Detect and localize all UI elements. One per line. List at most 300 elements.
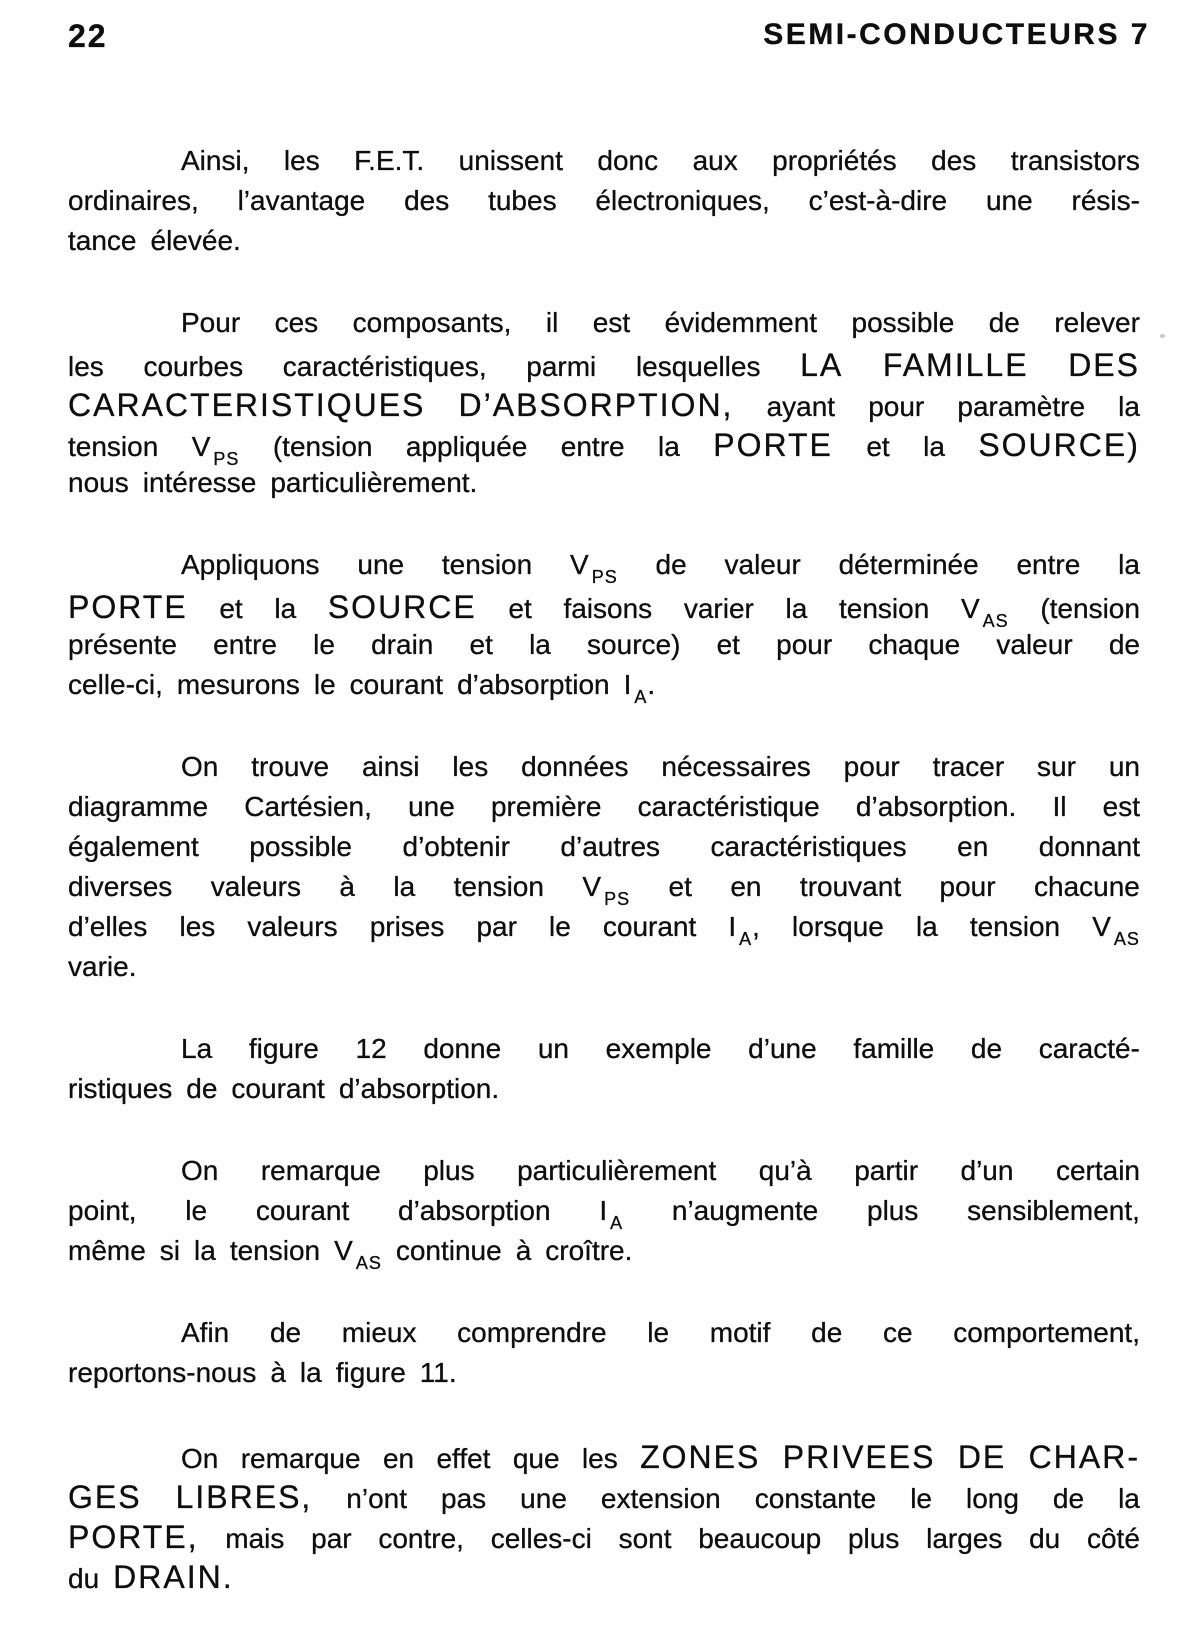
body-text: n’ont xyxy=(346,1483,408,1514)
word xyxy=(181,1317,229,1349)
body-text: courant xyxy=(231,1073,325,1104)
text-line xyxy=(68,1155,1140,1195)
body-text: il xyxy=(545,307,559,338)
body-text: transistors xyxy=(1010,145,1140,176)
word xyxy=(476,911,516,943)
paragraph xyxy=(68,751,1140,991)
body-text: pour xyxy=(843,751,900,782)
word xyxy=(1054,307,1140,339)
text-line xyxy=(68,911,1140,951)
word xyxy=(868,391,924,423)
body-text: les xyxy=(581,1443,618,1474)
body-text: Appliquons xyxy=(181,549,320,580)
word xyxy=(513,1443,560,1475)
body-text: 12 xyxy=(355,1033,387,1064)
body-text: (tension xyxy=(1040,593,1140,624)
word xyxy=(1011,145,1140,177)
body-text: V xyxy=(191,431,211,462)
text-line xyxy=(68,549,1140,589)
word xyxy=(68,225,137,257)
word xyxy=(989,307,1020,339)
body-text: entre xyxy=(560,431,625,462)
body-text: pour xyxy=(868,391,925,422)
word xyxy=(353,307,512,339)
word xyxy=(665,307,818,339)
word xyxy=(570,549,618,587)
body-text: paramètre xyxy=(957,391,1086,422)
body-text: et xyxy=(668,871,692,902)
word xyxy=(517,1155,716,1187)
body-text: de xyxy=(988,307,1020,338)
body-text: possible xyxy=(851,307,955,338)
body-text: donc xyxy=(597,145,659,176)
word xyxy=(68,629,177,661)
word xyxy=(526,351,596,383)
body-text: la xyxy=(1118,1483,1140,1514)
body-text: des xyxy=(404,185,450,216)
body-text: particulièrement xyxy=(517,1155,717,1186)
word xyxy=(1029,1523,1060,1555)
body-text xyxy=(68,145,1140,1641)
body-text: Pour xyxy=(181,307,241,338)
body-text: du xyxy=(68,1563,100,1594)
body-text: Cartésien, xyxy=(244,791,372,822)
text-line xyxy=(68,1519,1140,1559)
body-text: caractéristique xyxy=(637,791,820,822)
body-text: ces xyxy=(274,307,319,338)
body-text: et xyxy=(508,593,532,624)
body-text: On xyxy=(181,1155,219,1186)
word xyxy=(1052,791,1066,823)
word xyxy=(1103,791,1140,823)
text-line xyxy=(68,669,1140,709)
word xyxy=(623,669,656,707)
body-text: première xyxy=(490,791,602,822)
word xyxy=(868,629,960,661)
body-text: de xyxy=(1108,629,1140,660)
word xyxy=(656,549,687,581)
word xyxy=(1087,1523,1140,1555)
body-text: appliquée xyxy=(405,431,528,462)
word xyxy=(854,1155,918,1187)
word xyxy=(603,911,696,943)
body-text: de xyxy=(655,549,687,580)
body-text: tension xyxy=(969,911,1061,942)
body-text: de xyxy=(186,1073,218,1104)
body-text: source) xyxy=(587,629,681,660)
word xyxy=(595,185,769,217)
word xyxy=(68,1073,172,1105)
body-text: la xyxy=(923,431,945,462)
text-line xyxy=(68,1195,1140,1235)
body-text: en xyxy=(957,831,989,862)
subscript-text: PS xyxy=(604,889,631,909)
body-text: mieux xyxy=(341,1317,417,1348)
emphasized-caps-text: CARACTERISTIQUES xyxy=(68,387,426,423)
body-text: le xyxy=(549,911,571,942)
body-text: celle-ci, xyxy=(68,669,163,700)
body-text: le xyxy=(647,1317,670,1348)
body-text: propriétés xyxy=(772,145,897,176)
word xyxy=(672,1195,818,1227)
word xyxy=(1016,549,1080,581)
word xyxy=(693,145,738,177)
word xyxy=(311,1523,351,1555)
body-text: une xyxy=(985,185,1033,216)
word xyxy=(350,669,443,701)
word xyxy=(658,431,680,463)
body-text: tracer xyxy=(932,751,1005,782)
body-text: d’absorption xyxy=(398,1195,551,1226)
body-text: reportons-nous xyxy=(68,1357,257,1388)
body-text: relever xyxy=(1054,307,1140,338)
body-text: V xyxy=(960,593,980,624)
word xyxy=(852,307,955,339)
body-text: et xyxy=(716,629,740,660)
body-text: par xyxy=(311,1523,352,1554)
emphasized-caps-text: PORTE xyxy=(68,589,188,625)
word xyxy=(459,387,734,424)
word xyxy=(1039,831,1140,863)
body-text: tubes xyxy=(488,185,557,216)
word xyxy=(933,751,1005,783)
word xyxy=(1040,593,1140,625)
word xyxy=(454,871,544,903)
word xyxy=(339,871,355,903)
body-text: le xyxy=(313,669,336,700)
subscript-text: AS xyxy=(355,1253,382,1273)
body-text: caractéristiques, xyxy=(282,351,487,382)
text-line xyxy=(68,1073,1140,1113)
word xyxy=(160,1235,180,1267)
body-text: (tension xyxy=(272,431,373,462)
word xyxy=(809,185,947,217)
word xyxy=(356,1033,387,1065)
body-text: . xyxy=(647,669,656,700)
word xyxy=(181,751,218,783)
body-text: sensiblement, xyxy=(967,1195,1140,1226)
word xyxy=(328,589,477,626)
word xyxy=(284,145,320,177)
subscript-text: PS xyxy=(213,449,240,469)
body-text: du xyxy=(1029,1523,1061,1554)
body-text: , xyxy=(752,911,760,942)
body-text: n’augmente xyxy=(671,1195,819,1226)
word xyxy=(213,629,277,661)
body-text: sont xyxy=(618,1523,672,1554)
text-line xyxy=(68,1317,1140,1357)
body-text: que xyxy=(512,1443,560,1474)
body-text: les xyxy=(68,351,104,382)
word xyxy=(181,1033,212,1065)
text-line xyxy=(68,751,1140,791)
word xyxy=(516,1235,532,1267)
body-text: tension xyxy=(441,549,533,580)
word xyxy=(186,1073,217,1105)
body-text: si xyxy=(159,1235,181,1266)
word xyxy=(1034,871,1140,903)
body-text: lorsque xyxy=(792,911,884,942)
word xyxy=(957,831,988,863)
text-line xyxy=(68,347,1140,387)
word xyxy=(185,1195,207,1227)
body-text: électroniques, xyxy=(595,185,770,216)
body-text: remarque xyxy=(260,1155,381,1186)
text-line xyxy=(68,185,1140,225)
word xyxy=(783,1439,936,1476)
word xyxy=(370,911,445,943)
body-text: donne xyxy=(423,1033,502,1064)
body-text: à xyxy=(270,1357,286,1388)
body-text: chacune xyxy=(1034,871,1140,902)
body-text: le xyxy=(910,1483,932,1514)
word xyxy=(1109,629,1140,661)
body-text: larges xyxy=(926,1523,1003,1554)
text-line xyxy=(68,1559,1140,1599)
text-line xyxy=(68,1033,1140,1073)
body-text: des xyxy=(931,145,977,176)
word xyxy=(960,593,1009,631)
emphasized-caps-text: D’ABSORPTION, xyxy=(458,387,734,423)
word xyxy=(545,1235,632,1267)
scan-artifact-dot xyxy=(1160,334,1165,338)
word xyxy=(848,1523,899,1555)
word xyxy=(403,831,510,863)
word xyxy=(68,1563,99,1595)
body-text: la xyxy=(274,593,297,624)
word xyxy=(748,1033,817,1065)
word xyxy=(1118,391,1140,423)
body-text: un xyxy=(1108,751,1140,782)
word xyxy=(549,911,571,943)
body-text: un xyxy=(537,1033,570,1064)
body-text: entre xyxy=(213,629,277,660)
body-text: valeur xyxy=(724,549,801,580)
word xyxy=(181,549,320,581)
body-text: ainsi xyxy=(361,751,420,782)
body-text: plus xyxy=(423,1155,475,1186)
text-line xyxy=(68,871,1140,911)
word xyxy=(423,1033,501,1065)
word xyxy=(811,1317,842,1349)
body-text: I xyxy=(728,911,737,942)
body-text: La xyxy=(181,1033,213,1064)
text-line xyxy=(68,145,1140,185)
subscript-text: A xyxy=(739,929,753,949)
word xyxy=(436,1443,490,1475)
word xyxy=(717,629,740,661)
body-text: en xyxy=(382,1443,415,1474)
paragraph xyxy=(68,1317,1140,1397)
body-text: c’est-à-dire xyxy=(808,185,948,216)
word xyxy=(978,427,1140,464)
word xyxy=(1053,1483,1084,1515)
emphasized-caps-text: CHAR- xyxy=(1028,1439,1140,1475)
word xyxy=(767,391,836,423)
body-text: F.E.T. xyxy=(354,145,425,176)
word xyxy=(470,629,493,661)
body-text: figure xyxy=(248,1033,319,1064)
body-text: les xyxy=(283,145,320,176)
word xyxy=(68,871,172,903)
subscript-text: A xyxy=(634,687,648,707)
body-text: ordinaires, xyxy=(68,185,199,216)
word xyxy=(261,1155,381,1187)
emphasized-caps-text: PORTE, xyxy=(68,1519,199,1555)
body-text: courant xyxy=(602,911,697,942)
word xyxy=(442,549,532,581)
word xyxy=(582,1443,618,1475)
body-text: valeur xyxy=(996,629,1073,660)
body-text: la xyxy=(785,593,808,624)
subscript-text: PS xyxy=(591,567,618,587)
body-text: Il xyxy=(1052,791,1067,822)
word xyxy=(339,1073,499,1105)
word xyxy=(247,911,337,943)
body-text: courant xyxy=(349,669,444,700)
word xyxy=(68,387,425,424)
body-text: possible xyxy=(249,831,352,862)
word xyxy=(404,185,449,217)
word xyxy=(457,669,610,701)
emphasized-caps-text: SOURCE) xyxy=(978,427,1140,463)
body-text: V xyxy=(334,1235,353,1266)
word xyxy=(910,1483,932,1515)
body-text: valeurs xyxy=(210,871,301,902)
page-header xyxy=(68,18,1150,55)
body-text: la xyxy=(1118,391,1140,422)
word xyxy=(1039,1033,1140,1065)
word xyxy=(800,871,901,903)
word xyxy=(68,951,136,983)
body-text: une xyxy=(408,791,455,822)
word xyxy=(582,871,631,909)
word xyxy=(143,467,257,499)
body-text: d’autres xyxy=(560,831,661,862)
word xyxy=(68,831,199,863)
word xyxy=(597,145,658,177)
word xyxy=(561,431,625,463)
body-text: pas xyxy=(441,1483,487,1514)
body-text: donnant xyxy=(1038,831,1140,862)
body-text: Afin xyxy=(181,1317,230,1348)
body-text: ce xyxy=(882,1317,913,1348)
word xyxy=(986,185,1033,217)
word xyxy=(68,1357,256,1389)
body-text: tension xyxy=(229,1235,321,1266)
body-text: de xyxy=(1052,1483,1085,1514)
body-text: une xyxy=(520,1483,567,1514)
word xyxy=(800,347,843,384)
word xyxy=(546,307,558,339)
running-title: SEMI-CONDUCTEURS 7 xyxy=(763,18,1150,51)
body-text: de xyxy=(269,1317,302,1348)
word xyxy=(346,1483,407,1515)
body-text: varier xyxy=(683,593,754,624)
body-text: aux xyxy=(692,145,738,176)
word xyxy=(354,145,424,177)
word xyxy=(1118,549,1140,581)
word xyxy=(68,911,147,943)
word xyxy=(725,549,801,581)
word xyxy=(406,431,527,463)
body-text: les xyxy=(179,911,216,942)
body-text: celles-ci xyxy=(490,1523,592,1554)
word xyxy=(314,669,336,701)
word xyxy=(640,1439,760,1476)
body-text: la xyxy=(393,871,416,902)
word xyxy=(636,351,761,383)
word xyxy=(1029,1439,1140,1476)
body-text: exemple xyxy=(605,1033,712,1064)
body-text: courbes xyxy=(143,351,244,382)
word xyxy=(971,1033,1002,1065)
body-text: remarque xyxy=(240,1443,361,1474)
word xyxy=(393,871,415,903)
body-text: pour xyxy=(776,629,833,660)
body-text: une xyxy=(357,549,405,580)
word xyxy=(601,1483,721,1515)
word xyxy=(300,1357,322,1389)
word xyxy=(560,831,660,863)
body-text: d’absorption xyxy=(457,669,610,700)
word xyxy=(238,185,366,217)
word xyxy=(755,1483,876,1515)
word xyxy=(176,1479,313,1516)
body-text: et xyxy=(219,593,243,624)
body-text: plus xyxy=(847,1523,900,1554)
word xyxy=(191,431,240,469)
body-text: faisons xyxy=(563,593,653,624)
body-text: On xyxy=(181,1443,219,1474)
word xyxy=(638,791,820,823)
text-line xyxy=(68,1479,1140,1519)
word xyxy=(408,791,455,823)
body-text: la xyxy=(658,431,680,462)
word xyxy=(113,1559,233,1596)
word xyxy=(844,751,900,783)
body-text: tance xyxy=(68,225,137,256)
page-number: 22 xyxy=(68,18,108,54)
emphasized-caps-text: FAMILLE xyxy=(882,347,1029,383)
word xyxy=(966,1483,1019,1515)
word xyxy=(225,1523,284,1555)
word xyxy=(274,593,296,625)
word xyxy=(68,1235,146,1267)
word xyxy=(423,1155,474,1187)
word xyxy=(839,593,929,625)
word xyxy=(669,871,692,903)
body-text: tension xyxy=(453,871,544,902)
word xyxy=(68,1195,137,1227)
body-text: parmi xyxy=(526,351,597,382)
emphasized-caps-text: SOURCE xyxy=(327,589,477,625)
word xyxy=(283,351,487,383)
subscript-text: AS xyxy=(982,611,1009,631)
word xyxy=(970,911,1060,943)
word xyxy=(334,1235,382,1273)
word xyxy=(883,347,1029,384)
body-text: la xyxy=(194,1235,216,1266)
body-text: est xyxy=(592,307,631,338)
word xyxy=(538,1033,569,1065)
word xyxy=(1056,1155,1140,1187)
body-text: motif xyxy=(709,1317,771,1348)
word xyxy=(776,629,832,661)
word xyxy=(241,1443,361,1475)
body-text: est xyxy=(1102,791,1140,822)
word xyxy=(606,1033,712,1065)
